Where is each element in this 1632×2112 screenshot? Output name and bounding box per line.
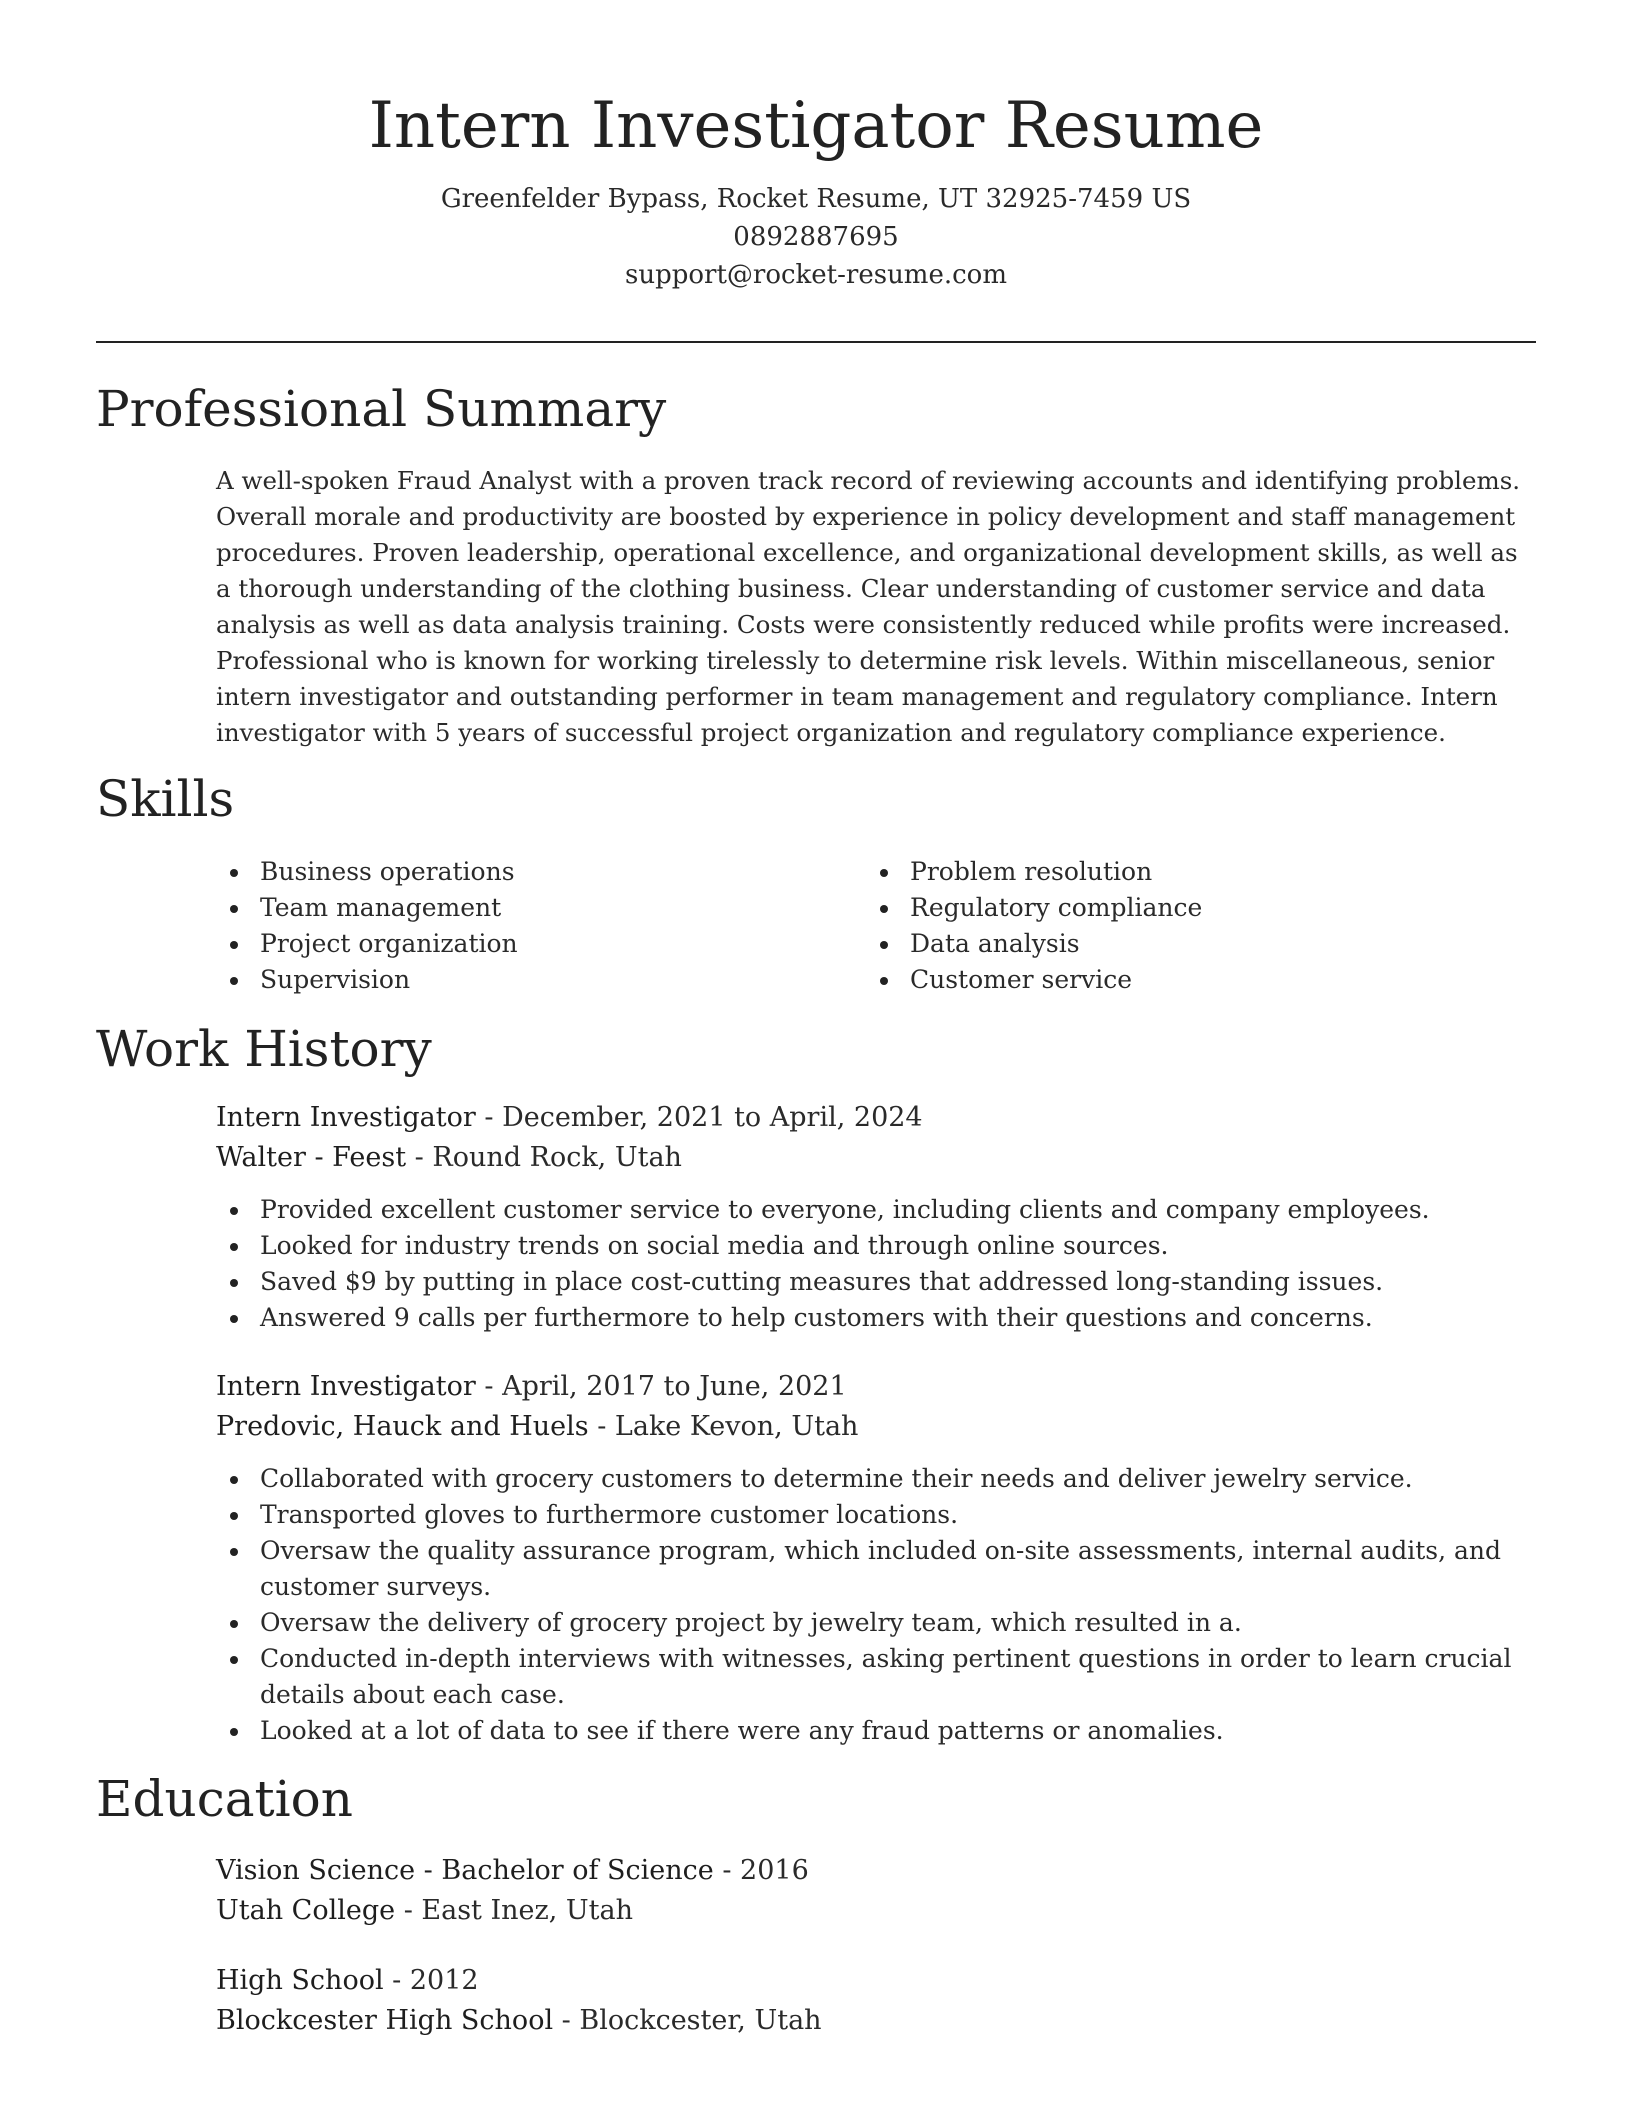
resume-header [96, 86, 1536, 294]
job-title: Intern Investigator [216, 1371, 476, 1402]
education-degree: High School [216, 1965, 384, 1996]
skill-item: Business operations [216, 854, 866, 890]
resume-title: Intern Investigator Resume [368, 89, 1264, 163]
job-bullet: Looked at a lot of data to see if there were any fraud patterns or anomalies. [216, 1713, 1536, 1749]
job-title: Intern Investigator [216, 1102, 476, 1133]
job-bullet: Saved $9 by putting in place cost-cutting measures that addressed long-standing issues. [216, 1264, 1536, 1300]
skill-item: Supervision [216, 962, 866, 998]
skill-item: Project organization [216, 926, 866, 962]
job-company: Walter - Feest [216, 1142, 407, 1173]
job-location: - Lake Kevon, Utah [588, 1411, 859, 1442]
job-bullet: Provided excellent customer service to everyone, including clients and company employees. [216, 1192, 1536, 1228]
skills-list [216, 854, 1536, 998]
contact-block [96, 180, 1536, 294]
contact-email: support@rocket-resume.com [624, 260, 1007, 290]
education-location: - Blockcester, Utah [553, 2005, 822, 2036]
education-degree: Vision Science - Bachelor of Science [216, 1855, 714, 1886]
job-bullet: Collaborated with grocery customers to determine their needs and deliver jewelry service. [216, 1461, 1536, 1497]
contact-address: Greenfelder Bypass, Rocket Resume, UT 32925-7459 US [440, 184, 1192, 214]
education-entry [216, 1961, 1536, 2041]
job-title-line [216, 1098, 1536, 1138]
skill-item: Problem resolution [866, 854, 1516, 890]
job-entry [216, 1098, 1536, 1336]
work-heading: Work History [96, 1020, 432, 1078]
header-divider [96, 341, 1536, 343]
job-title-line [216, 1367, 1536, 1407]
job-bullet: Conducted in-depth interviews with witnesses, asking pertinent questions in order to learn crucial details about each case. [216, 1641, 1536, 1713]
job-dates: - April, 2017 to June, 2021 [475, 1371, 847, 1402]
summary-text: A well-spoken Fraud Analyst with a proven track record of reviewing accounts and identifying problems. Overall morale and productivity are boosted by experience in policy development and staff management procedures. Proven leadership, operational excellence, and organizational development skills, as well as a thorough understanding of the clothing business. Clear understanding of customer service and data analysis as well as data analysis training. Costs were consistently reduced while profits were increased. Professional who is known for working tirelessly to determine risk levels. Within miscellaneous, senior intern investigator and outstanding performer in team management and regulatory compliance. Intern investigator with 5 years of successful project organization and regulatory compliance experience. [216, 466, 1521, 747]
summary-heading: Professional Summary [96, 380, 667, 438]
skills-column-right [866, 854, 1516, 998]
skill-item: Data analysis [866, 926, 1516, 962]
job-bullets [216, 1192, 1536, 1336]
job-location: - Round Rock, Utah [406, 1142, 682, 1173]
contact-phone: 0892887695 [733, 222, 899, 252]
job-bullet: Transported gloves to furthermore customer locations. [216, 1497, 1536, 1533]
education-school-line [216, 2001, 1536, 2041]
skill-item: Customer service [866, 962, 1516, 998]
skills-heading: Skills [96, 770, 235, 828]
job-company-line [216, 1407, 1536, 1447]
job-bullet: Answered 9 calls per furthermore to help customers with their questions and concerns. [216, 1300, 1536, 1336]
education-degree-line [216, 1851, 1536, 1891]
education-school-line [216, 1891, 1536, 1931]
job-bullet: Oversaw the quality assurance program, which included on-site assessments, internal audits, and customer surveys. [216, 1533, 1536, 1605]
education-heading: Education [96, 1770, 353, 1828]
education-location: - East Inez, Utah [395, 1895, 634, 1926]
skills-column-left [216, 854, 866, 998]
education-year: - 2012 [383, 1965, 479, 1996]
education-entry [216, 1851, 1536, 1931]
job-bullet: Looked for industry trends on social media and through online sources. [216, 1228, 1536, 1264]
job-bullets [216, 1461, 1536, 1749]
job-dates: - December, 2021 to April, 2024 [475, 1102, 923, 1133]
skill-item: Team management [216, 890, 866, 926]
job-entry [216, 1367, 1536, 1749]
job-company-line [216, 1138, 1536, 1178]
education-school: Utah College [216, 1895, 396, 1926]
skill-item: Regulatory compliance [866, 890, 1516, 926]
education-school: Blockcester High School [216, 2005, 554, 2036]
education-year: - 2016 [713, 1855, 809, 1886]
job-bullet: Oversaw the delivery of grocery project by jewelry team, which resulted in a. [216, 1605, 1536, 1641]
education-degree-line [216, 1961, 1536, 2001]
job-company: Predovic, Hauck and Huels [216, 1411, 589, 1442]
